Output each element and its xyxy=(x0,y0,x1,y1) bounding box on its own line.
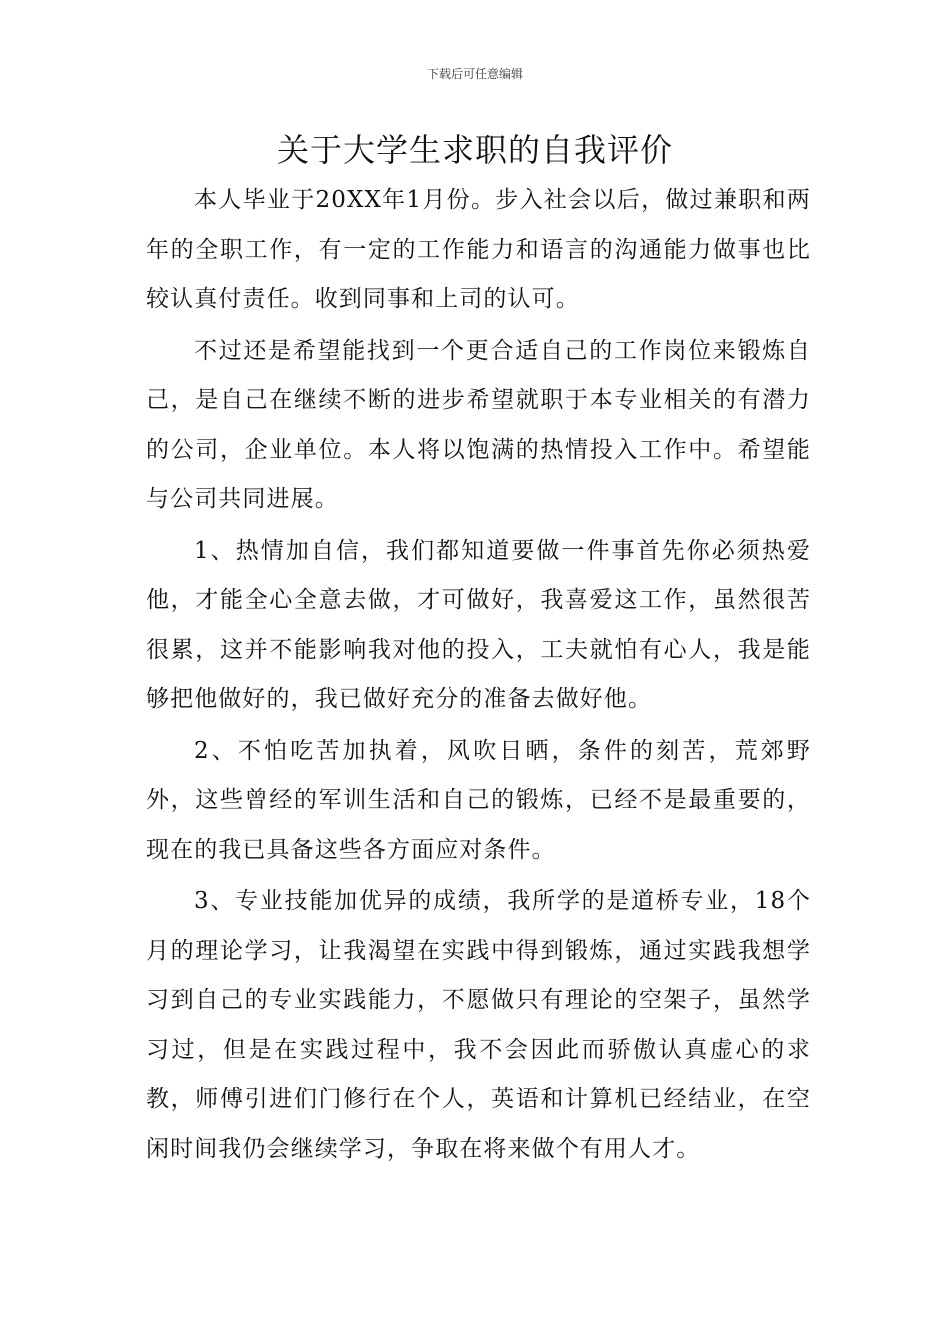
document-title: 关于大学生求职的自我评价 xyxy=(276,131,673,169)
paragraph-intro: 本人毕业于20XX年1月份。步入社会以后，做过兼职和两年的全职工作，有一定的工作能力和语言的沟通能力做事也比较认真付责任。收到同事和上司的认可。 xyxy=(146,187,811,312)
paragraph-point-3: 3、专业技能加优异的成绩，我所学的是道桥专业，18个月的理论学习，让我渴望在实践中得到锻炼，通过实践我想学习到自己的专业实践能力，不愿做只有理论的空架子，虽然学习过，但是在实践过程中，我不会因此而骄傲认真虚心的求教，师傅引进们门修行在个人，英语和计算机已经结业，在空闲时间我仍会继续学习，争取在将来做个有用人才。 xyxy=(146,888,811,1162)
paragraph-point-1: 1、热情加自信，我们都知道要做一件事首先你必须热爱他，才能全心全意去做，才可做好，我喜爱这工作，虽然很苦很累，这并不能影响我对他的投入，工夫就怕有心人，我是能够把他做好的，我已做好充分的准备去做好他。 xyxy=(146,537,811,712)
paragraph-point-2: 2、不怕吃苦加执着，风吹日晒，条件的刻苦，荒郊野外，这些曾经的军训生活和自己的锻炼，已经不是最重要的，现在的我已具备这些各方面应对条件。 xyxy=(146,737,811,863)
header-note: 下载后可任意编辑 xyxy=(426,67,523,81)
paragraph-aspiration: 不过还是希望能找到一个更合适自己的工作岗位来锻炼自己，是自己在继续不断的进步希望就职于本专业相关的有潜力的公司，企业单位。本人将以饱满的热情投入工作中。希望能与公司共同进展。 xyxy=(146,337,811,512)
document-body xyxy=(146,176,811,1174)
